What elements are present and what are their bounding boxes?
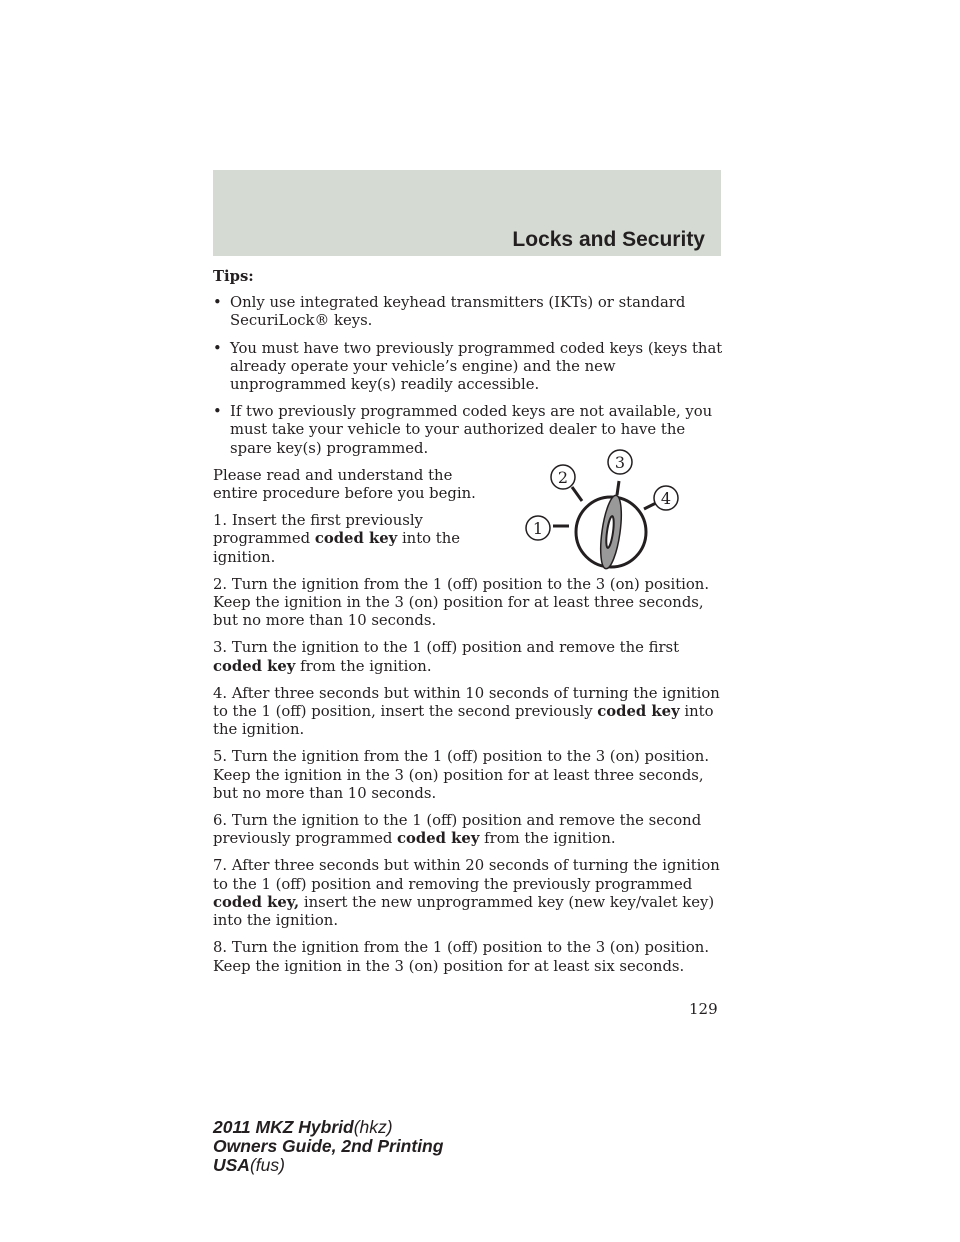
step-bold-term: coded key (314, 530, 398, 548)
step-bold-term: coded key (597, 703, 680, 721)
step-text: 7. After three seconds but within 20 seconds of turning the ignition to the 1 (off) position and removing the previously programmed (213, 857, 720, 893)
position-2-label: 2 (557, 468, 569, 487)
footer-model: 2011 MKZ Hybrid (213, 1117, 354, 1137)
ignition-diagram (520, 448, 680, 578)
position-3-tick (617, 481, 619, 495)
step-text: 3. Turn the ignition to the 1 (off) position and remove the first (213, 639, 680, 657)
tip-item: • If two previously programmed coded keys are not available, you must take your vehicle to your authorized dealer to have the spare key(s) programmed. (213, 403, 723, 458)
page-number: 129 (689, 1000, 718, 1018)
tips-list (213, 294, 723, 458)
page-content (213, 268, 723, 985)
step-2 (213, 576, 723, 631)
tip-item: • Only use integrated keyhead transmitters (IKTs) or standard SecuriLock® keys. (213, 294, 723, 330)
section-title: Locks and Security (512, 228, 705, 251)
footer-model-code: (hkz) (353, 1117, 393, 1137)
footer-line-2: Owners Guide, 2nd Printing (213, 1136, 444, 1156)
step-text: into the ignition. (213, 703, 714, 739)
position-2-tick (572, 487, 582, 501)
step-bold-term: coded key (213, 657, 296, 675)
step-text: 1. Insert the first previously programmed (213, 512, 423, 548)
step-1 (213, 512, 483, 567)
step-text: into the ignition. (213, 530, 460, 566)
step-text: from the ignition. (295, 657, 432, 675)
position-4-label: 4 (660, 489, 672, 508)
position-1-label: 1 (532, 519, 544, 538)
step-5: 5. Turn the ignition from the 1 (off) position to the 3 (on) position. Keep the ignition in the 3 (on) position for at least three seconds, but no more than 10 seconds. (213, 748, 710, 802)
footer-market-code: (fus) (249, 1155, 285, 1175)
step-text: 2. Turn the ignition from the 1 (off) position to the 3 (on) position. Keep the ignition in the 3 (on) position for at least three seconds, but no more than 10 seconds. (213, 575, 710, 630)
footer-market: USA (213, 1155, 250, 1175)
step-bold-term: coded key (397, 830, 480, 848)
intro-paragraph: Please read and understand the entire procedure before you begin. (213, 466, 476, 503)
footer-line-3 (213, 1156, 443, 1175)
step-8: 8. Turn the ignition from the 1 (off) position to the 3 (on) position. Keep the ignition in the 3 (on) position for at least six seconds. (213, 939, 710, 975)
position-3-label: 3 (614, 453, 626, 472)
footer (213, 1118, 443, 1175)
tip-item: • You must have two previously programmed coded keys (keys that already operate your vehicle’s engine) and the new unprogrammed key(s) readily accessible. (213, 340, 723, 395)
step-text: insert the new unprogrammed key (new key/valet key) into the ignition. (213, 893, 715, 930)
step-3 (213, 639, 723, 675)
position-4-tick (644, 503, 656, 509)
section-header-band (213, 170, 721, 256)
step-4 (213, 685, 723, 740)
step-bold-term: coded key, (213, 893, 300, 911)
step-text: 4. After three seconds but within 10 seconds of turning the ignition to the 1 (off) position, insert the second previously (213, 684, 720, 721)
step-7 (213, 857, 723, 930)
step-text: 6. Turn the ignition to the 1 (off) position and remove the second previously programmed (213, 812, 702, 848)
tips-heading: Tips: (213, 268, 254, 285)
footer-line-1 (213, 1118, 443, 1137)
step-text: from the ignition. (479, 830, 616, 848)
step-6 (213, 812, 723, 848)
